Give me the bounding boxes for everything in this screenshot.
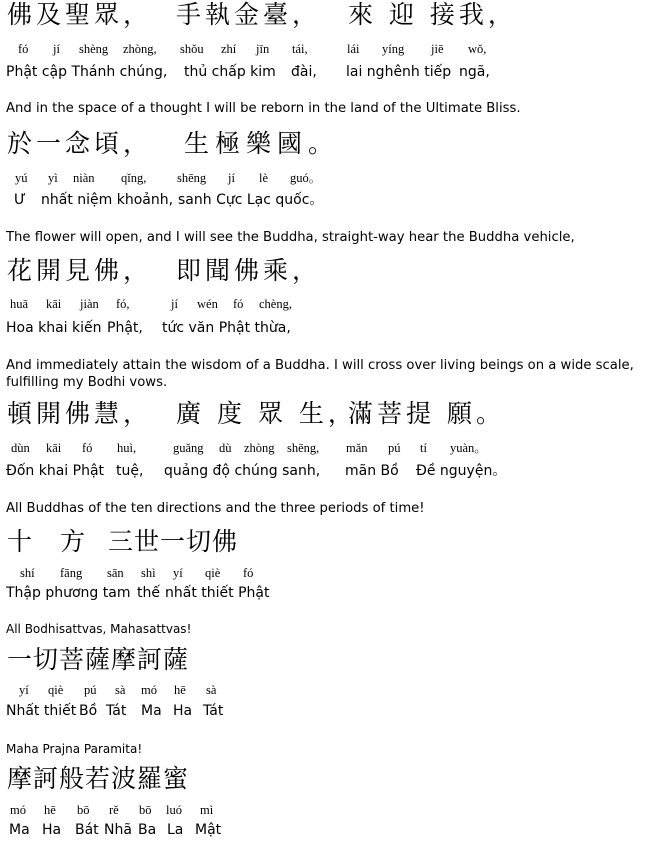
english-translation: fulfilling my Bodhi vows. bbox=[6, 375, 168, 390]
pinyin-syllable: mó bbox=[10, 803, 26, 817]
vietnamese-reading: La bbox=[167, 822, 184, 838]
pinyin-syllable: yí bbox=[19, 683, 29, 697]
hanzi-line: 一切菩薩摩訶薩 bbox=[7, 645, 190, 674]
vietnamese-reading: đài, bbox=[291, 64, 317, 80]
pinyin-syllable: guǎng bbox=[173, 441, 204, 455]
pinyin-syllable: lái bbox=[347, 42, 360, 56]
vietnamese-reading: Ha bbox=[173, 703, 193, 719]
pinyin-syllable: zhòng bbox=[244, 441, 275, 455]
pinyin-syllable: bō bbox=[77, 803, 90, 817]
vietnamese-reading: ngã, bbox=[459, 64, 490, 80]
vietnamese-reading: lai nghênh tiếp bbox=[346, 64, 452, 80]
vietnamese-reading: Bồ bbox=[79, 703, 98, 719]
vietnamese-reading: Ha bbox=[42, 822, 62, 838]
pinyin-syllable: luó bbox=[166, 803, 182, 817]
pinyin-syllable: fó bbox=[18, 42, 29, 56]
pinyin-syllable: shēng, bbox=[287, 441, 320, 455]
hanzi-line: 佛及聖眾， bbox=[7, 0, 153, 29]
vietnamese-reading: Mật bbox=[195, 822, 222, 838]
pinyin-syllable: kāi bbox=[46, 441, 62, 455]
english-translation: All Buddhas of the ten directions and the three periods of time! bbox=[6, 501, 425, 516]
english-translation: And immediately attain the wisdom of a Buddha. I will cross over living beings on a wide scale, bbox=[6, 358, 634, 373]
pinyin-syllable: jí bbox=[228, 171, 235, 185]
pinyin-syllable: yuàn。 bbox=[450, 441, 487, 455]
pinyin-syllable: jí bbox=[53, 42, 60, 56]
pinyin-syllable: hē bbox=[174, 683, 186, 697]
pinyin-syllable: shǒu bbox=[180, 42, 204, 56]
pinyin-syllable: zhòng, bbox=[123, 42, 157, 56]
hanzi-line: 於一念頃， bbox=[7, 129, 153, 158]
pinyin-syllable: hē bbox=[44, 803, 56, 817]
pinyin-syllable: yíng bbox=[382, 42, 405, 56]
hanzi-line: 滿菩提 願。 bbox=[348, 399, 505, 428]
vietnamese-reading: thế bbox=[137, 585, 160, 601]
pinyin-syllable: jí bbox=[171, 297, 178, 311]
vietnamese-reading: Phật cập Thánh chúng, bbox=[6, 64, 168, 80]
pinyin-syllable: yú bbox=[15, 171, 28, 185]
pinyin-syllable: shí bbox=[20, 566, 35, 580]
hanzi-line: 頓開佛慧， bbox=[7, 399, 153, 428]
vietnamese-reading: Ma bbox=[141, 703, 162, 719]
pinyin-syllable: wǒ, bbox=[468, 42, 487, 56]
pinyin-syllable: wén bbox=[197, 297, 218, 311]
vietnamese-reading: Đốn khai Phật bbox=[6, 463, 105, 479]
pinyin-syllable: fó, bbox=[116, 297, 130, 311]
pinyin-syllable: shì bbox=[141, 566, 156, 580]
english-translation: The flower will open, and I will see the Buddha, straight-way hear the Buddha vehicle, bbox=[6, 230, 575, 245]
vietnamese-reading: Hoa khai kiến bbox=[6, 320, 102, 336]
pinyin-syllable: sà bbox=[206, 683, 217, 697]
vietnamese-reading: Tát bbox=[203, 703, 224, 719]
hanzi-line: 生極樂國。 bbox=[184, 129, 340, 158]
hanzi-line: 花開見佛， bbox=[7, 256, 153, 285]
vietnamese-reading: nhất niệm khoảnh, bbox=[41, 192, 174, 208]
vietnamese-reading: Ba bbox=[138, 822, 157, 838]
pinyin-syllable: fó bbox=[243, 566, 254, 580]
vietnamese-reading: Phật, bbox=[107, 320, 143, 336]
pinyin-syllable: rě bbox=[109, 803, 119, 817]
pinyin-syllable: mó bbox=[141, 683, 157, 697]
vietnamese-reading: nhất thiết Phật bbox=[165, 585, 270, 601]
pinyin-syllable: qǐng, bbox=[121, 171, 147, 185]
pinyin-syllable: qiè bbox=[205, 566, 221, 580]
hanzi-line: 摩訶般若波羅蜜 bbox=[7, 764, 190, 793]
pinyin-syllable: chèng, bbox=[259, 297, 292, 311]
pinyin-syllable: bō bbox=[139, 803, 152, 817]
vietnamese-reading: Ư bbox=[14, 192, 27, 208]
pinyin-syllable: zhí bbox=[221, 42, 237, 56]
pinyin-syllable: mǎn bbox=[346, 441, 368, 455]
vietnamese-reading: Nhã bbox=[104, 822, 132, 838]
vietnamese-reading: tuệ, bbox=[116, 463, 144, 479]
pinyin-syllable: pú bbox=[84, 683, 97, 697]
vietnamese-reading: Bát bbox=[75, 822, 99, 838]
pinyin-syllable: jiē bbox=[431, 42, 444, 56]
vietnamese-reading: Nhất thiết bbox=[6, 703, 77, 719]
vietnamese-reading: Ma bbox=[9, 822, 30, 838]
pinyin-syllable: fó bbox=[82, 441, 93, 455]
pinyin-syllable: pú bbox=[388, 441, 401, 455]
english-translation: And in the space of a thought I will be reborn in the land of the Ultimate Bliss. bbox=[6, 101, 521, 116]
pinyin-syllable: sà bbox=[115, 683, 126, 697]
pinyin-syllable: qiè bbox=[48, 683, 64, 697]
hanzi-line: 十 bbox=[7, 527, 33, 556]
vietnamese-reading: Thập phương tam bbox=[6, 585, 131, 601]
hanzi-line: 即聞佛乘， bbox=[176, 256, 322, 285]
pinyin-syllable: niàn bbox=[73, 171, 95, 185]
pinyin-syllable: shèng bbox=[79, 42, 109, 56]
pinyin-syllable: dùn bbox=[11, 441, 30, 455]
pinyin-syllable: sān bbox=[107, 566, 124, 580]
vietnamese-reading: sanh Cực Lạc quốc。 bbox=[178, 192, 324, 208]
hanzi-line: 手執金臺， bbox=[176, 0, 322, 29]
pinyin-syllable: tí bbox=[420, 441, 427, 455]
pinyin-syllable: shēng bbox=[177, 171, 207, 185]
vietnamese-reading: quảng độ chúng sanh, bbox=[164, 463, 321, 479]
pinyin-syllable: jiàn bbox=[80, 297, 99, 311]
pinyin-syllable: dù bbox=[219, 441, 232, 455]
pinyin-syllable: guó。 bbox=[290, 171, 322, 185]
vietnamese-reading: Tát bbox=[106, 703, 127, 719]
hanzi-line: 方 bbox=[60, 527, 86, 556]
pinyin-syllable: huā bbox=[10, 297, 29, 311]
pinyin-syllable: mì bbox=[200, 803, 214, 817]
pinyin-syllable: tái, bbox=[292, 42, 308, 56]
pinyin-syllable: kāi bbox=[46, 297, 62, 311]
hanzi-line: 來 迎 接我， bbox=[348, 0, 517, 29]
vietnamese-reading: tức văn Phật thừa, bbox=[162, 320, 291, 336]
vietnamese-reading: thủ chấp kim bbox=[184, 64, 276, 80]
vietnamese-reading: Đề nguyện。 bbox=[416, 463, 507, 479]
vietnamese-reading: mãn Bồ bbox=[345, 463, 399, 479]
pinyin-syllable: lè bbox=[259, 171, 269, 185]
hanzi-line: 三世一切佛 bbox=[108, 527, 239, 556]
pinyin-syllable: yì bbox=[48, 171, 58, 185]
hanzi-line: 廣 度 眾 生， bbox=[176, 399, 357, 428]
pinyin-syllable: fāng bbox=[60, 566, 83, 580]
pinyin-syllable: yí bbox=[173, 566, 183, 580]
pinyin-syllable: fó bbox=[233, 297, 244, 311]
pinyin-syllable: jīn bbox=[256, 42, 270, 56]
english-translation: All Bodhisattvas, Mahasattvas! bbox=[6, 622, 192, 636]
pinyin-syllable: huì, bbox=[117, 441, 137, 455]
english-translation: Maha Prajna Paramita! bbox=[6, 742, 143, 756]
